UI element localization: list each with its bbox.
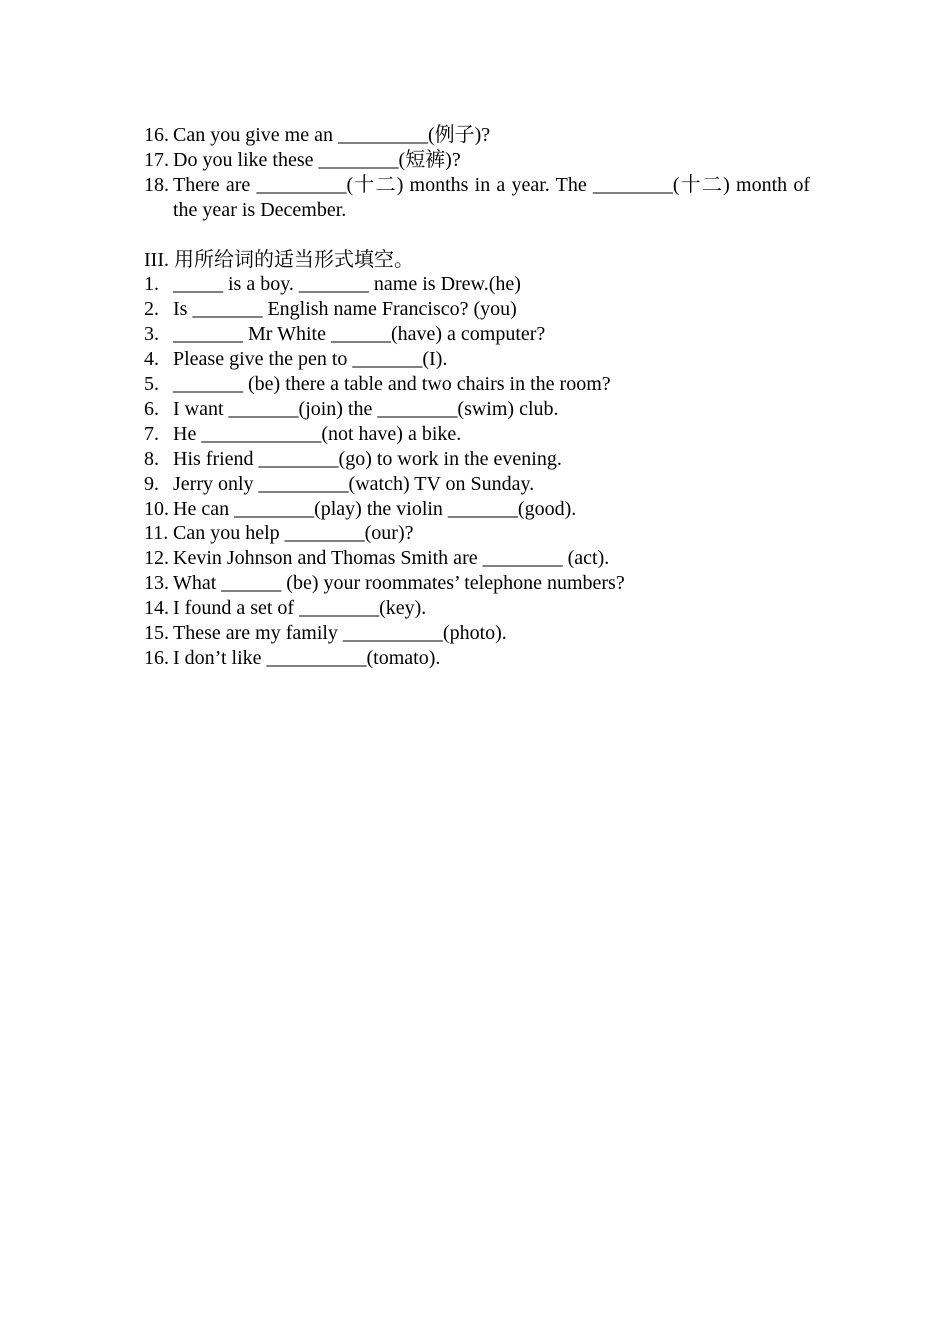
section-spacer [144,223,810,248]
question-item [144,123,810,148]
question-item [144,173,810,223]
question-item [144,272,810,297]
question-text: These are my family __________(photo). [173,622,507,645]
question-item [144,297,810,322]
question-item [144,397,810,422]
question-text: _______ Mr White ______(have) a computer? [173,323,546,346]
question-item [144,521,810,546]
question-text: Is _______ English name Francisco? (you) [173,298,517,321]
question-number: 16. [144,647,169,670]
question-item [144,472,810,497]
question-text: What ______ (be) your roommates’ telephone numbers? [173,572,625,595]
question-text: Can you give me an _________(例子)? [173,124,491,146]
question-item [144,372,810,397]
question-number: 4. [144,348,159,371]
question-text: _______ (be) there a table and two chairs in the room? [173,373,611,396]
section-iii [144,248,810,671]
worksheet-page [144,123,810,671]
question-number: 8. [144,447,159,470]
question-number: 17. [144,148,169,171]
question-item [144,596,810,621]
question-text: I want _______(join) the ________(swim) club. [173,397,559,420]
question-item [144,497,810,522]
question-text: I found a set of ________(key). [173,597,427,620]
question-item [144,347,810,372]
question-number: 10. [144,497,169,520]
question-item [144,422,810,447]
question-text: Can you help ________(our)? [173,522,414,545]
question-item [144,621,810,646]
question-text: _____ is a boy. _______ name is Drew.(he) [173,273,521,296]
question-number: 11. [144,522,169,545]
question-item [144,447,810,472]
question-item [144,546,810,571]
question-item [144,571,810,596]
question-number: 13. [144,572,169,595]
question-number: 16. [144,124,169,146]
question-text: I don’t like __________(tomato). [173,647,441,670]
section-heading: III. 用所给词的适当形式填空。 [144,248,414,271]
question-number: 1. [144,273,159,296]
question-number: 7. [144,422,159,445]
question-text: There are _________(十二) months in a year. The ________(十二) month of the year is December. [173,173,810,221]
question-item [144,646,810,671]
question-number: 3. [144,323,159,346]
question-text: Do you like these ________(短裤)? [173,148,461,171]
question-number: 14. [144,597,169,620]
question-number: 5. [144,373,159,396]
question-number: 15. [144,622,169,645]
question-item [144,322,810,347]
question-text: He can ________(play) the violin _______(good). [173,497,577,520]
question-item [144,148,810,173]
question-text: Kevin Johnson and Thomas Smith are ________ (act). [173,547,610,570]
question-number: 18. [144,173,169,196]
question-number: 9. [144,472,159,495]
section-ii-continued [144,123,810,223]
question-number: 12. [144,547,169,570]
question-text: Jerry only _________(watch) TV on Sunday. [173,472,535,495]
question-text: He ____________(not have) a bike. [173,422,462,445]
question-text: His friend ________(go) to work in the evening. [173,447,562,470]
question-text: Please give the pen to _______(I). [173,348,448,371]
question-number: 2. [144,298,159,321]
question-number: 6. [144,397,159,420]
